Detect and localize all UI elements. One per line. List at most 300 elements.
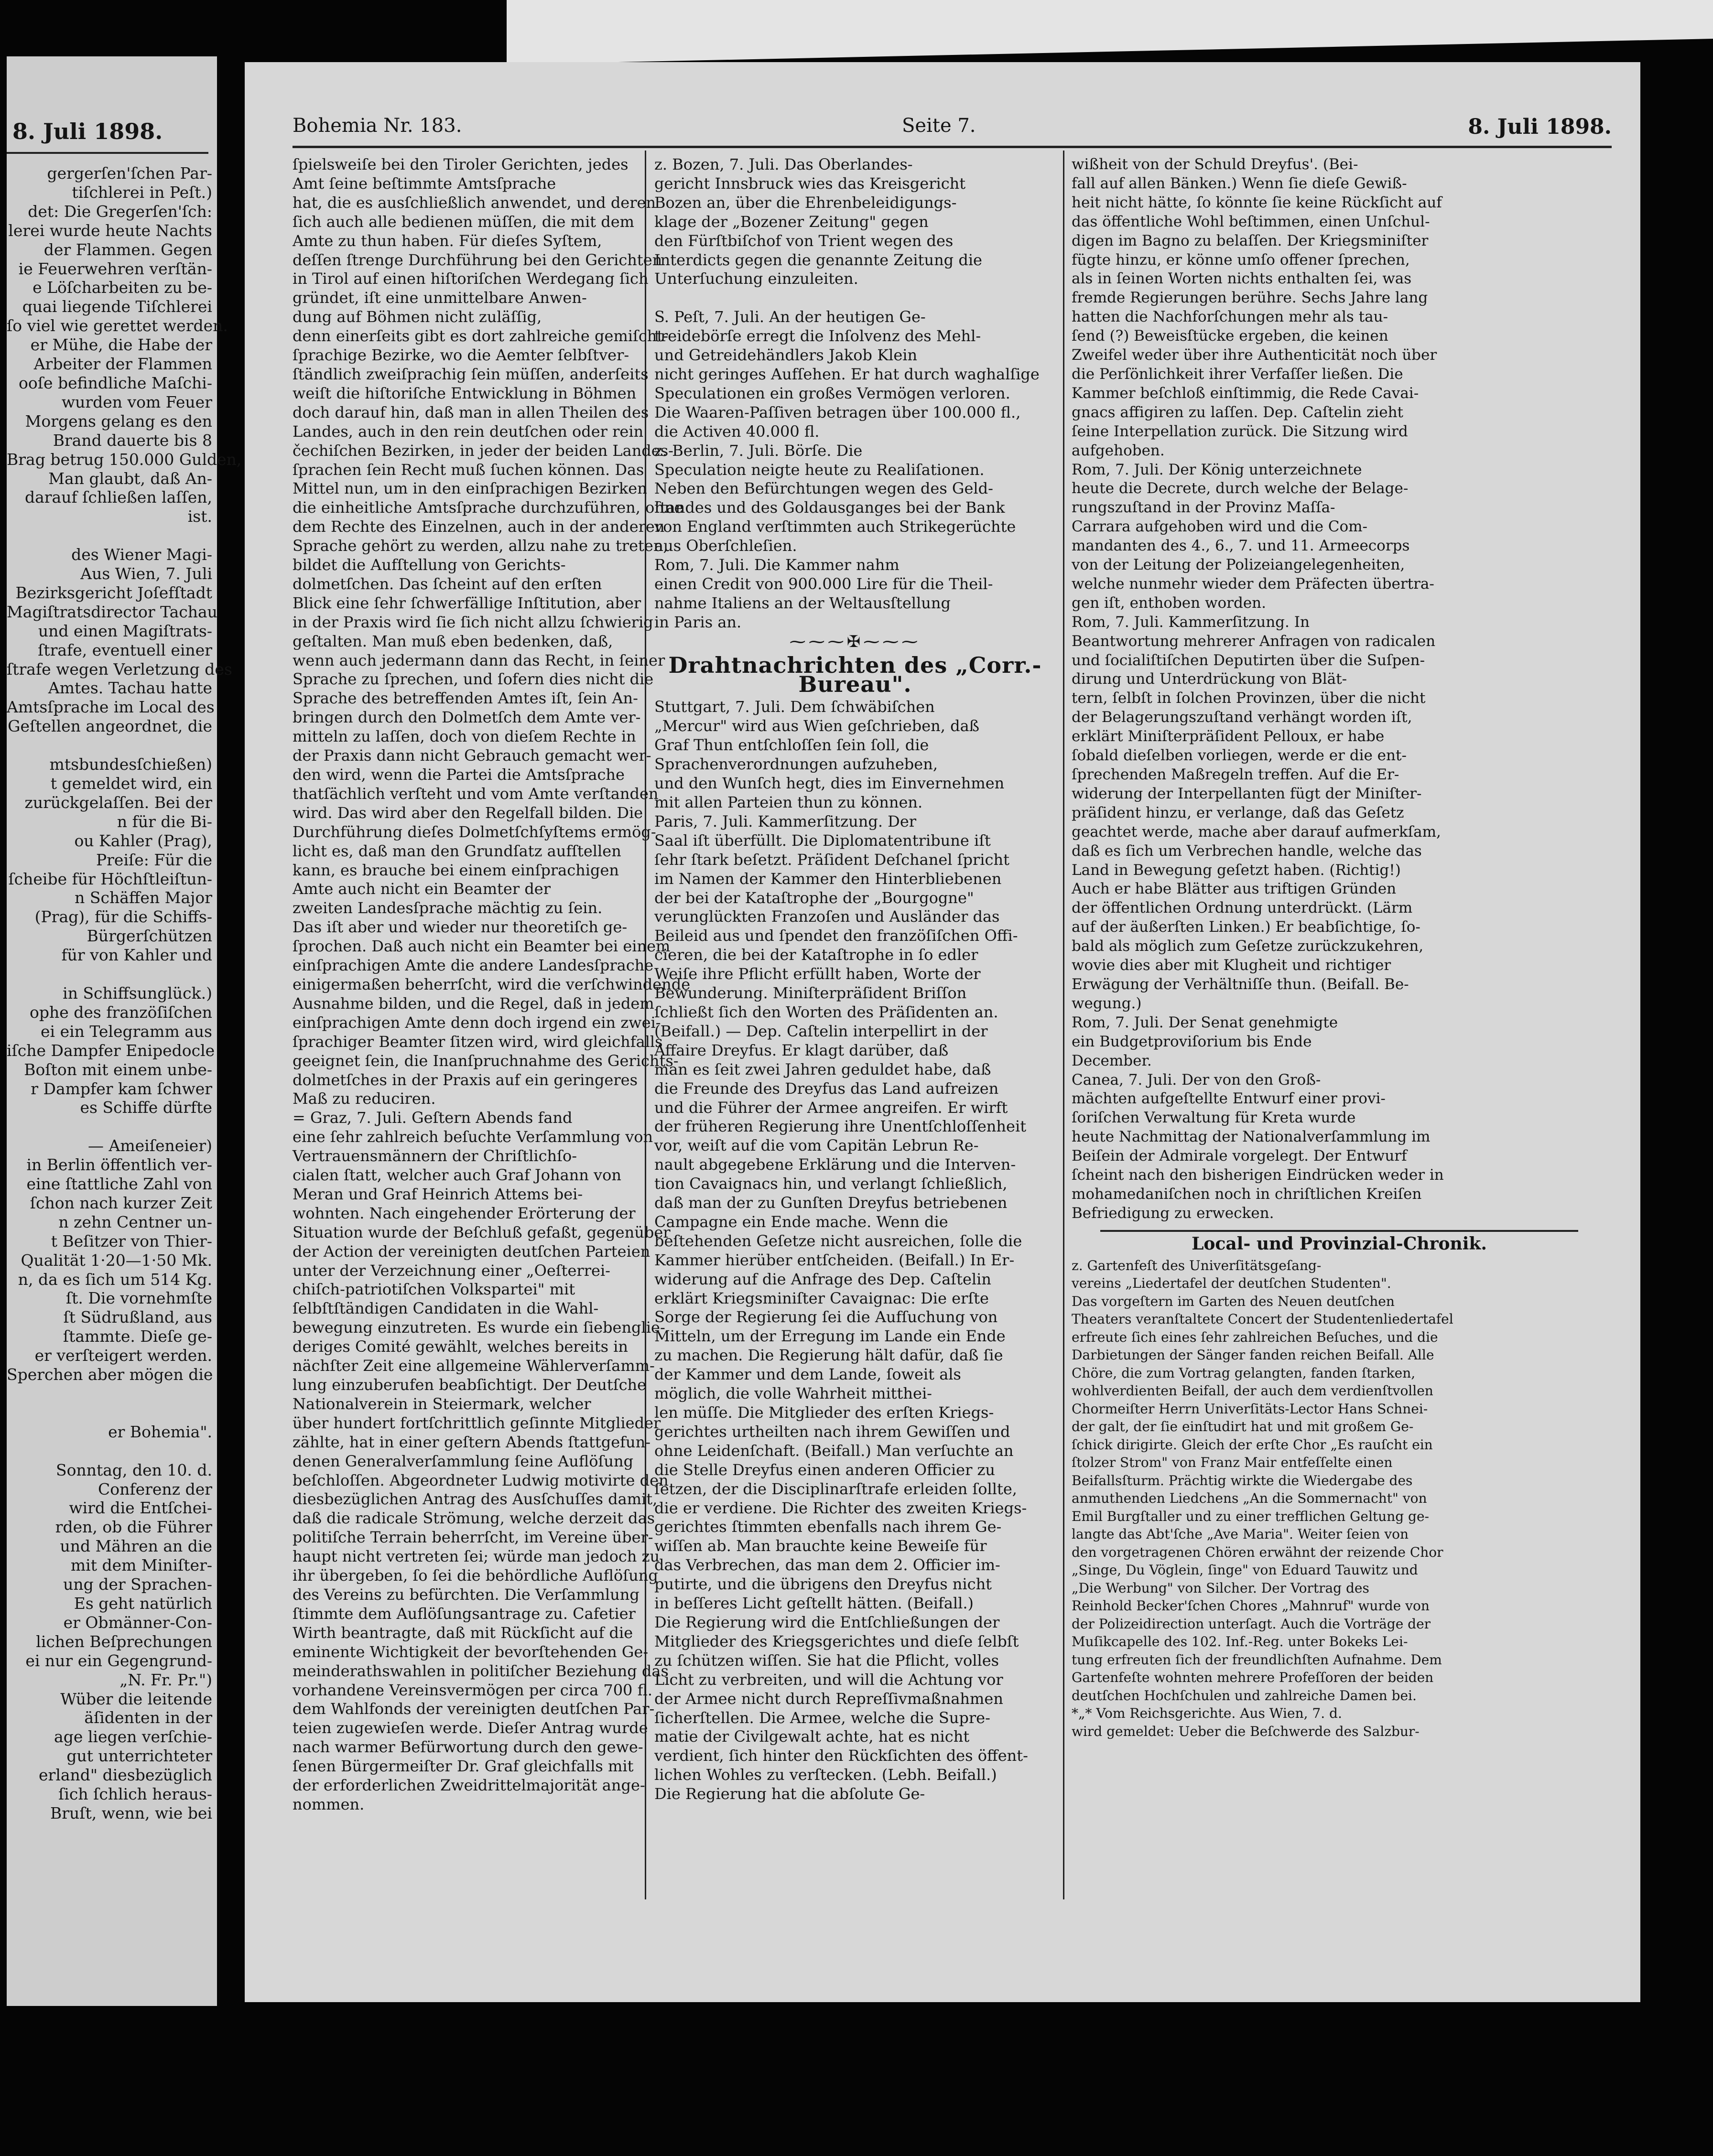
text-line: von der Leitung der Polizeiangelegenheiten, — [1072, 556, 1405, 574]
text-line: gerichtes urtheilten nach ihrem Gewiſſen und — [654, 1422, 1010, 1441]
text-line: vorhandene Vereinsvermögen per circa 700 fl. — [293, 1681, 653, 1699]
text-line: Weiſe ihre Pflicht erfüllt haben, Worte der — [654, 965, 981, 983]
text-line: ſprechenden Maßregeln treffen. Auf die Er- — [1072, 766, 1399, 783]
text-line: er Bohemia". — [108, 1422, 212, 1441]
text-line: in Tirol auf einen hiſtoriſchen Werdegang ſich — [293, 270, 649, 288]
text-line: mohamedaniſchen noch in chriſtlichen Kreiſen — [1072, 1185, 1422, 1203]
text-line: Carrara aufgehoben wird und die Com- — [1072, 518, 1368, 536]
text-line: heit nicht hätte, ſo könnte ſie keine Rückſicht auf — [1072, 194, 1442, 211]
text-line: einen Credit von 900.000 Lire für die Theil- — [654, 574, 993, 593]
text-line: Muſikcapelle des 102. Inf.-Reg. unter Bokeks Lei- — [1072, 1634, 1408, 1650]
text-line: ie Feuerwehren verſtän- — [18, 259, 212, 278]
text-line: Canea, 7. Juli. Der von den Groß- — [1072, 1071, 1321, 1089]
text-line: die Perſönlichkeit ihrer Verfaſſer ließen. Die — [1072, 365, 1403, 383]
text-line: daß man der zu Gunſten Dreyfus betriebenen — [654, 1194, 1008, 1212]
text-line: Neben den Befürchtungen wegen des Geld- — [654, 479, 993, 498]
text-line: den vorgetragenen Chören erwähnt der reizende Chor — [1072, 1544, 1443, 1560]
text-line: Bruſt, wenn, wie bei — [50, 1803, 212, 1822]
text-line: mit dem Miniſter- — [70, 1556, 212, 1575]
text-line: Land in Bewegung geſetzt haben. (Richtig!) — [1072, 861, 1401, 879]
text-line: dem Rechte des Einzelnen, auch in der anderen — [293, 517, 665, 536]
text-line: tiſchlerei in Peſt.) — [72, 183, 212, 202]
text-line: ohne Leidenſchaft. (Beifall.) Man verſuchte an — [654, 1441, 1014, 1460]
text-line: der Praxis dann nicht Gebrauch gemacht wer- — [293, 746, 651, 765]
text-line: ſobald dieſelben vorliegen, werde er die ent- — [1072, 747, 1407, 765]
text-line: und den Wunſch hegt, dies im Einvernehmen — [654, 774, 1005, 793]
text-line: digen im Bagno zu belaſſen. Der Kriegsminiſter — [1072, 232, 1429, 249]
column-1 — [293, 155, 691, 1985]
column-3 — [1072, 155, 1607, 1985]
text-line: ſchon nach kurzer Zeit — [30, 1193, 212, 1212]
text-line: zweiten Landesſprache mächtig zu ſein. — [293, 899, 603, 917]
left-header-rule — [7, 152, 208, 154]
text-line: ſtandes und des Goldausganges bei der Bank — [654, 498, 1005, 517]
text-line: wiſſen ab. Man brauchte keine Beweiſe für — [654, 1537, 987, 1555]
text-line: z. Bozen, 7. Juli. Das Oberlandes- — [654, 155, 913, 173]
text-line: = Graz, 7. Juli. Geſtern Abends fand — [293, 1109, 573, 1127]
text-line: des Vereins zu befürchten. Die Verſammlung — [293, 1585, 640, 1604]
text-line: vereins „Liedertafel der deutſchen Studenten". — [1072, 1275, 1391, 1292]
text-line: fremde Regierungen berühre. Sechs Jahre lang — [1072, 289, 1428, 307]
text-line: ooſe befindliche Maſchi- — [19, 373, 212, 392]
text-line: gründet, iſt eine unmittelbare Anwen- — [293, 289, 587, 307]
text-line: Speculationen ein großes Vermögen verloren. — [654, 384, 1010, 402]
column-2 — [654, 155, 1056, 1985]
text-line: des Wiener Magi- — [71, 545, 212, 564]
text-line: licht es, daß man den Grundſatz aufſtellen — [293, 841, 621, 860]
text-line: nault abgegebene Erklärung und die Interven- — [654, 1155, 1016, 1174]
text-line: n, da es ſich um 514 Kg. — [18, 1270, 212, 1289]
text-line: ſich ſchlich heraus- — [58, 1785, 212, 1804]
text-line: deutſchen Hochſchulen und zahlreiche Damen bei. — [1072, 1687, 1417, 1703]
text-line: der Action der vereinigten deutſchen Parteien — [293, 1242, 651, 1261]
text-line: Magiſtratsdirector Tachau — [7, 602, 217, 621]
column-3-top-text — [1072, 155, 1607, 1223]
text-line: Preiſe: Für die — [96, 850, 212, 869]
text-line: anmuthenden Liedchens „An die Sommernacht" von — [1072, 1490, 1427, 1507]
text-line: ſeine Interpellation zurück. Die Sitzung wird — [1072, 422, 1408, 440]
text-line: Situation wurde der Beſchluß gefaßt, gegenüber — [293, 1223, 671, 1241]
text-line: der öffentlichen Ordnung unterdrückt. (Lärm — [1072, 899, 1413, 917]
text-line: einſprachigen Amte die andere Landesſprache — [293, 956, 654, 975]
text-line: Nationalverein in Steiermark, welcher — [293, 1394, 591, 1413]
text-line — [7, 1403, 212, 1423]
text-line: er Mühe, die Habe der — [30, 335, 212, 355]
text-line: ſoriſchen Verwaltung für Kreta wurde — [1072, 1109, 1356, 1127]
text-line: ſtrafe wegen Verletzung des — [7, 659, 232, 679]
text-line: Chöre, die zum Vortrag gelangten, fanden ſtarken, — [1072, 1365, 1416, 1381]
text-line: erklärt Miniſterpräſident Pelloux, er habe — [1072, 728, 1385, 745]
text-line: ſenen Bürgermeiſter Dr. Graf gleichfalls mit — [293, 1757, 634, 1776]
text-line: cieren, die bei der Kataſtrophe in ſo edler — [654, 946, 978, 964]
text-line: (Beifall.) — Dep. Caſtelin interpellirt in der — [654, 1022, 988, 1040]
text-line: ſprachiger Beamter ſitzen wird, wird gleichfalls — [293, 1032, 663, 1051]
text-line: man es ſeit zwei Jahren geduldet habe, daß — [654, 1060, 991, 1078]
text-line: er Obmänner-Con- — [63, 1613, 212, 1632]
text-line: Maß zu reduciren. — [293, 1089, 436, 1108]
text-line: geeignet ſein, die Inanſpruchnahme des Gerichts- — [293, 1051, 679, 1070]
text-line: ophe des franzöſiſchen — [29, 1003, 212, 1022]
text-line: z. Gartenfeſt des Univerſitätsgeſang- — [1072, 1257, 1322, 1273]
text-line: daß die radicale Strömung, welche derzeit das — [293, 1509, 655, 1528]
text-line: in Paris an. — [654, 613, 742, 631]
text-line — [7, 1117, 212, 1136]
text-line: heute die Decrete, durch welche der Belage- — [1072, 480, 1409, 497]
text-line: deriges Comité gewählt, welches bereits in — [293, 1337, 629, 1356]
text-line: iſche Dampfer Enipedocle — [7, 1041, 215, 1060]
text-line: Arbeiter der Flammen — [33, 355, 212, 374]
text-line: Die Waaren-Paſſiven betragen über 100.000 fl., — [654, 403, 1021, 421]
text-line: Unterſuchung einzuleiten. — [654, 270, 858, 288]
text-line: Kammer beſchloß einſtimmig, die Rede Cavai- — [1072, 384, 1419, 402]
text-line: Beifallsſturm. Prächtig wirkte die Wiedergabe des — [1072, 1472, 1413, 1488]
text-line: über hundert fortſchrittlich geſinnte Mitglieder — [293, 1413, 661, 1432]
text-line: ſprachen ſein Recht muß ſuchen können. Das — [293, 460, 644, 479]
text-line: erfreute ſich eines ſehr zahlreichen Beſuches, und die — [1072, 1329, 1438, 1345]
text-line: Kammer hierüber entſcheiden. (Beifall.) In Er- — [654, 1250, 1015, 1269]
text-line: unter der Verzeichnung einer „Oeſterrei- — [293, 1261, 610, 1280]
text-line: Sprache gehört zu werden, allzu nahe zu treten, — [293, 537, 668, 555]
text-line: beſchloſſen. Abgeordneter Ludwig motivirte den — [293, 1471, 669, 1489]
text-line: geſtalten. Man muß eben bedenken, daß, — [293, 632, 613, 650]
text-line: zurückgelaſſen. Bei der — [24, 793, 212, 812]
text-line: ung der Sprachen- — [63, 1575, 212, 1594]
text-line: der früheren Regierung ihre Unentſchloſſenheit — [654, 1117, 1027, 1136]
text-line: ei ein Telegramm aus — [41, 1022, 212, 1041]
text-line: lichen Beſprechungen — [36, 1632, 212, 1651]
text-line: Rom, 7. Juli. Der König unterzeichnete — [1072, 461, 1362, 478]
text-line: äſidenten in der — [84, 1708, 212, 1727]
text-line: Stuttgart, 7. Juli. Dem ſchwäbiſchen — [654, 698, 935, 716]
text-line: bringen durch den Dolmetſch dem Amte ver- — [293, 708, 641, 727]
text-line: eine ſtattliche Zahl von — [26, 1175, 212, 1194]
paper-name: Bohemia Nr. 183. — [293, 115, 462, 137]
text-line: Sprache zu ſprechen, und ſofern dies nicht die — [293, 670, 654, 689]
text-line: mit allen Parteien thun zu können. — [654, 793, 923, 811]
column-rule-2 — [1063, 151, 1064, 1899]
text-line — [7, 965, 212, 984]
text-line: in Schiffsunglück.) — [63, 983, 212, 1003]
text-line: Rom, 7. Juli. Kammerſitzung. In — [1072, 613, 1310, 631]
text-line: Bezirksgericht Joſefſtadt — [15, 583, 212, 602]
text-line: wurden vom Feuer — [61, 392, 212, 411]
text-line: ſetzen, der die Disciplinarſtrafe erleiden ſollte, — [654, 1479, 1017, 1498]
text-line: beſtehenden Geſetze nicht ausreichen, ſolle die — [654, 1231, 1022, 1250]
page-number: Seite 7. — [902, 115, 976, 137]
text-line: Beiſein der Admirale vorgelegt. Der Entwurf — [1072, 1147, 1407, 1165]
text-line: nommen. — [293, 1795, 365, 1813]
text-line: Sorge der Regierung ſei die Aufſuchung von — [654, 1308, 998, 1326]
text-line: gnacs affigiren zu laſſen. Dep. Caſtelin zieht — [1072, 403, 1403, 421]
text-line: Campagne ein Ende mache. Wenn die — [654, 1212, 948, 1231]
text-line: matie der Civilgewalt achte, hat es nicht — [654, 1727, 970, 1746]
text-line: ſtolzer Strom" von Franz Mair entfeſſelte einen — [1072, 1455, 1393, 1471]
text-line: die einheitliche Amtsſprache durchzuführen, ohne — [293, 498, 683, 517]
text-line: nahme Italiens an der Weltausſtellung — [654, 593, 951, 612]
text-line: ist. — [187, 507, 212, 526]
text-line: in Berlin öffentlich ver- — [26, 1155, 212, 1175]
text-line: möglich, die volle Wahrheit mitthei- — [654, 1384, 932, 1403]
text-line: Gartenfeſte wohnten mehrere Profeſſoren der beiden — [1072, 1670, 1434, 1686]
text-line: wird. Das wird aber den Regelfall bilden. Die — [293, 803, 643, 822]
text-line: der Armee nicht durch Repreſſivmaßnahmen — [654, 1689, 1003, 1708]
text-line — [654, 289, 1056, 308]
text-line: die Activen 40.000 fl. — [654, 422, 820, 441]
text-line: quai liegende Tiſchlerei — [22, 297, 212, 316]
text-line: das Verbrechen, das man dem 2. Officier im- — [654, 1556, 1000, 1574]
text-line: eminente Wichtigkeit der bevorſtehenden Ge- — [293, 1642, 649, 1661]
text-line: eine ſehr zahlreich beſuchte Verſammlung von — [293, 1128, 653, 1146]
text-line: Auch er habe Blätter aus triftigen Gründen — [1072, 880, 1397, 898]
text-line: Licht zu verbreiten, und will die Achtung vor — [654, 1670, 1003, 1689]
text-line: ou Kahler (Prag), — [74, 831, 212, 850]
text-line: mächten aufgeſtellte Entwurf einer provi- — [1072, 1090, 1386, 1108]
text-line: fügte hinzu, er könne umſo offener ſprechen, — [1072, 251, 1410, 269]
text-line: ſtimmte dem Auflöſungsantrage zu. Cafetier — [293, 1604, 636, 1623]
text-line: Chormeiſter Herrn Univerſitäts-Lector Hans Schnei- — [1072, 1401, 1428, 1417]
text-line: Sprachenverordnungen aufzuheben, — [654, 755, 938, 774]
text-line: (Prag), für die Schiffs- — [34, 907, 212, 927]
text-line: erland" diesbezüglich — [39, 1766, 212, 1785]
text-line: Mittel nun, um in den einſprachigen Bezirken — [293, 479, 647, 498]
text-line: „Die Werbung" von Silcher. Der Vortrag des — [1072, 1580, 1369, 1596]
text-line: langte das Abt'ſche „Ave Maria". Weiter ſeien von — [1072, 1526, 1409, 1542]
text-line: lichen Wohles zu verſtecken. (Lebh. Beifall.) — [654, 1766, 997, 1784]
text-line: heute Nachmittag der Nationalverſammlung im — [1072, 1128, 1431, 1146]
text-line: der Kammer und dem Lande, ſoweit als — [654, 1365, 961, 1384]
text-line: wenn auch jedermann dann das Recht, in ſeiner — [293, 651, 665, 669]
text-line: tung erfreuten ſich der freundlichſten Aufnahme. Dem — [1072, 1651, 1442, 1668]
text-line: Reinhold Becker'ſchen Chores „Mahnruf" wurde von — [1072, 1598, 1430, 1614]
section-heading-local-chronicle: Local- und Provinzial-Chronik. — [1192, 1233, 1487, 1254]
text-line: verdient, ſich hinter den Rückſichten des öffent- — [654, 1746, 1028, 1765]
text-line: wegung.) — [1072, 994, 1142, 1012]
text-line: Saal iſt überfüllt. Die Diplomatentribune iſt — [654, 831, 991, 850]
text-line: weiſt die hiſtoriſche Entwicklung in Böhmen — [293, 384, 637, 402]
text-line: ſelbſtſtändigen Candidaten in die Wahl- — [293, 1299, 599, 1318]
text-line: ei nur ein Gegengrund- — [25, 1651, 212, 1670]
text-line: Darbietungen der Sänger fanden reichen Beifall. Alle — [1072, 1347, 1434, 1363]
text-line: der galt, der ſie einſtudirt hat und mit großem Ge- — [1072, 1419, 1414, 1435]
text-line: Befriedigung zu erwecken. — [1072, 1204, 1274, 1222]
text-line: chiſch-patriotiſchen Volkspartei" mit — [293, 1280, 575, 1299]
text-line: hatten die Nachforſchungen mehr als tau- — [1072, 308, 1388, 326]
text-line: ſend (?) Beweisſtücke ergeben, die keinen — [1072, 327, 1388, 345]
text-line: Das iſt aber und wieder nur theoretiſch ge- — [293, 918, 628, 937]
text-line: Brand dauerte bis 8 — [53, 431, 212, 450]
text-line: gen iſt, enthoben worden. — [1072, 594, 1266, 612]
background-sheet — [507, 0, 1713, 65]
text-line: Rom, 7. Juli. Der Senat genehmigte — [1072, 1013, 1338, 1031]
text-line: doch darauf hin, daß man in allen Theilen des — [293, 403, 649, 421]
text-line: klage der „Bozener Zeitung" gegen — [654, 212, 929, 231]
text-line: Mitteln, um der Erregung im Lande ein Ende — [654, 1327, 1006, 1346]
text-line: mandanten des 4., 6., 7. und 11. Armeecorps — [1072, 537, 1410, 555]
text-line: Theaters veranſtaltete Concert der Studentenliedertafel — [1072, 1311, 1453, 1327]
text-line: widerung auf die Anfrage des Dep. Caſtelin — [654, 1270, 991, 1288]
text-line: und Getreidehändlers Jakob Klein — [654, 346, 918, 365]
text-line — [7, 526, 212, 545]
text-line: ſchick dirigirte. Gleich der erſte Chor „Es rauſcht ein — [1072, 1436, 1433, 1453]
text-line: z. Berlin, 7. Juli. Börſe. Die — [654, 441, 863, 460]
text-line: dung auf Böhmen nicht zuläſſig, — [293, 308, 542, 326]
text-line: gergerſen'ſchen Par- — [47, 164, 212, 183]
text-line: ſcheibe für Höchſtleiſtun- — [8, 869, 212, 888]
text-line: denn einerſeits gibt es dort zahlreiche gemiſcht- — [293, 327, 669, 345]
text-line: Sprache des betreffenden Amtes iſt, ſein An- — [293, 689, 638, 708]
text-line: erklärt Kriegsminiſter Cavaignac: Die erſte — [654, 1289, 989, 1307]
text-line: Amt ſeine beſtimmte Amtsſprache — [293, 174, 556, 193]
text-line: wohnten. Nach eingehender Erörterung der — [293, 1204, 636, 1222]
text-line: tern, ſelbſt in ſolchen Provinzen, über die nicht — [1072, 690, 1426, 707]
text-line: r Dampfer kam ſchwer — [31, 1079, 212, 1098]
text-line: „N. Fr. Pr.") — [119, 1670, 212, 1689]
text-line: ſprochen. Daß auch nicht ein Beamter bei einem — [293, 937, 671, 956]
text-line: kann, es brauche bei einem einſprachigen — [293, 861, 619, 879]
text-line: vor, weiſt auf die vom Capitän Lebrun Re- — [654, 1136, 979, 1155]
text-line: ſprachige Bezirke, wo die Aemter ſelbſtver- — [293, 346, 629, 365]
text-line — [7, 1384, 212, 1403]
text-line: dirung und Unterdrückung von Blät- — [1072, 670, 1347, 688]
text-line: Amtes. Tachau hatte — [48, 679, 212, 698]
text-line: n für die Bi- — [117, 812, 212, 831]
text-line: Die Regierung hat die abſolute Ge- — [654, 1785, 925, 1803]
text-line: gerichtes ſtimmten ebenfalls nach ihrem Ge- — [654, 1518, 1002, 1536]
text-line: und die Führer der Armee angreifen. Er wirft — [654, 1098, 1008, 1117]
text-line: ſicherſtellen. Die Armee, welche die Supre- — [654, 1708, 990, 1727]
text-line: die er verdiene. Die Richter des zweiten Kriegs- — [654, 1498, 1027, 1517]
text-line: Man glaubt, daß An- — [48, 469, 212, 488]
text-line: nicht geringes Aufſehen. Er hat durch waghalſige — [654, 365, 1040, 383]
text-line: Aus Wien, 7. Juli — [80, 564, 212, 583]
text-line: putirte, und die übrigens den Dreyfus nicht — [654, 1575, 992, 1594]
text-line: ein Budgetproviſorium bis Ende — [1072, 1033, 1312, 1050]
text-line: Vertrauensmännern der Chriſtlichſo- — [293, 1147, 577, 1165]
text-line: rden, ob die Führer — [55, 1518, 212, 1537]
text-line: det: Die Gregerſen'ſch: — [28, 202, 212, 221]
text-line: Emil Burgſtaller und zu einer trefflichen Geltung ge- — [1072, 1508, 1430, 1524]
text-line: fall auf allen Bänken.) Wenn ſie dieſe Gewiß- — [1072, 174, 1407, 192]
text-line: zu machen. Die Regierung hält dafür, daß ſie — [654, 1346, 1003, 1365]
text-line: wißheit von der Schuld Dreyfus'. (Bei- — [1072, 156, 1358, 173]
section-heading-telegrams: Drahtnachrichten des „Corr.-Bureau". — [668, 652, 1042, 697]
text-line: Morgens gelang es den — [25, 411, 212, 431]
text-line: aus Oberſchleſien. — [654, 537, 797, 555]
text-line: der erforderlichen Zweidrittelmajorität ange- — [293, 1776, 645, 1795]
left-page-column — [7, 164, 242, 1977]
text-line: Ausnahme bilden, und die Regel, daß in jedem — [293, 994, 654, 1013]
text-line: Conferenz der — [98, 1479, 212, 1498]
text-line: thatſächlich verſteht und vom Amte verſtanden — [293, 784, 659, 803]
text-line: wohlverdienten Beifall, der auch dem verdienſtvollen — [1072, 1383, 1433, 1399]
text-line: Beileid aus und ſpendet den franzöſiſchen Offi- — [654, 927, 1018, 945]
text-line: ihr übergeben, ſo ſei die behördliche Auflöſung — [293, 1566, 658, 1585]
text-line: ſt Südrußland, aus — [63, 1308, 212, 1327]
text-line: als in ſeinen Worten nichts enthalten ſei, was — [1072, 270, 1412, 288]
text-line: Wirth beantragte, daß mit Rückſicht auf die — [293, 1623, 633, 1642]
left-page-date: 8. Juli 1898. — [12, 119, 163, 144]
text-line: „Singe, Du Vöglein, ſinge" von Eduard Tauwitz und — [1072, 1562, 1418, 1578]
text-line: lung einzuberufen beabſichtigt. Der Deutſche — [293, 1376, 647, 1394]
text-line: bildet die Aufſtellung von Gerichts- — [293, 556, 566, 574]
text-line: der Polizeidirection unterſagt. Auch die Vorträge der — [1072, 1616, 1431, 1632]
text-line: ſchließt ſich den Worten des Präſidenten an. — [654, 1003, 998, 1021]
text-line: ſpielsweiſe bei den Tiroler Gerichten, jedes — [293, 155, 629, 173]
text-line: darauf ſchließen laſſen, — [24, 488, 212, 507]
text-line: gericht Innsbruck wies das Kreisgericht — [654, 174, 966, 193]
text-line: „Mercur" wird aus Wien geſchrieben, daß — [654, 717, 980, 735]
text-line: Rom, 7. Juli. Die Kammer nahm — [654, 556, 900, 574]
text-line: mtsbundesſchießen) — [49, 755, 212, 774]
text-line: deſſen ſtrenge Durchführung bei den Gerichten — [293, 250, 662, 269]
text-line: das öffentliche Wohl beſtimmen, einen Unſchul- — [1072, 213, 1430, 230]
text-line: und Mähren an die — [60, 1537, 212, 1556]
text-line: im Namen der Kammer den Hinterbliebenen — [654, 869, 1002, 888]
text-line: cialen ſtatt, welcher auch Graf Johann von — [293, 1166, 621, 1185]
text-line: denen Generalverſammlung ſeine Auflöſung — [293, 1452, 634, 1470]
text-line: von England verſtimmten auch Strikegerüchte — [654, 517, 1016, 536]
column-1-text — [293, 155, 691, 1814]
text-line: t gemeldet wird, ein — [50, 774, 212, 793]
text-line: Affaire Dreyfus. Er klagt darüber, daß — [654, 1041, 949, 1059]
text-line: meinderathswahlen in politiſcher Beziehung das — [293, 1661, 669, 1680]
text-line: ſehr ſtark beſetzt. Präſident Deſchanel ſpricht — [654, 850, 1009, 869]
text-line: daß es ſich um Verbrechen handle, welche das — [1072, 842, 1422, 860]
text-line: Amte zu thun haben. Für dieſes Syſtem, — [293, 231, 602, 250]
text-line: die Freunde des Dreyfus das Land aufreizen — [654, 1079, 999, 1098]
text-line: geachtet werde, mache aber darauf aufmerkſam, — [1072, 823, 1441, 841]
text-line: Boſton mit einem unbe- — [24, 1060, 212, 1079]
text-line: hat, die es ausſchließlich anwendet, und deren — [293, 193, 656, 212]
text-line: e Löſcharbeiten zu be- — [33, 278, 212, 297]
text-line: zählte, hat in einer geſtern Abends ſtattgefun- — [293, 1433, 651, 1451]
text-line: S. Peſt, 7. Juli. An der heutigen Ge- — [654, 308, 926, 326]
text-line: haupt nicht vertreten ſei; würde man jedoch zu — [293, 1547, 660, 1566]
text-line: wovie dies aber mit Klugheit und richtiger — [1072, 957, 1391, 974]
text-line: dem Wahlfonds der vereinigten deutſchen Par- — [293, 1700, 655, 1718]
text-line: Sonntag, den 10. d. — [55, 1460, 212, 1479]
text-line: Amte auch nicht ein Beamter der — [293, 880, 551, 898]
text-line: zu ſchützen wiſſen. Sie hat die Pflicht, volles — [654, 1651, 999, 1670]
text-line: Graf Thun entſchloſſen ſein ſoll, die — [654, 736, 929, 755]
text-line: verunglückten Franzoſen und Ausländer das — [654, 907, 1000, 926]
text-line: in der Praxis wird ſie ſich nicht allzu ſchwierig — [293, 613, 653, 631]
text-line: nächſter Zeit eine allgemeine Wählerverſamm- — [293, 1357, 655, 1375]
text-line: nach warmer Befürwortung durch den gewe- — [293, 1738, 643, 1757]
text-line: ſt. Die vornehmſte — [65, 1289, 212, 1308]
text-line: einſprachigen Amte denn doch irgend ein zwei- — [293, 1013, 661, 1032]
text-line: Interdicts gegen die genannte Zeitung die — [654, 250, 982, 269]
text-line: Zweifel weder über ihre Authenticität noch über — [1072, 346, 1437, 364]
text-line: bewegung einzutreten. Es wurde ein ſiebenglie- — [293, 1318, 665, 1337]
text-line: der bei der Kataſtrophe der „Bourgogne" — [654, 888, 974, 907]
text-line: den Fürſtbiſchof von Trient wegen des — [654, 231, 954, 250]
text-line: den wird, wenn die Partei die Amtsſprache — [293, 765, 625, 784]
text-line: und ſocialiſtiſchen Deputirten über die Suſpen- — [1072, 651, 1425, 669]
text-line: für von Kahler und — [61, 946, 212, 965]
text-line: Paris, 7. Juli. Kammerſitzung. Der — [654, 812, 917, 830]
text-line: Sperchen aber mögen die — [7, 1365, 213, 1384]
text-line: Durchführung dieſes Dolmetſchſyſtems ermög- — [293, 822, 656, 841]
text-line: n Schäffen Major — [75, 888, 212, 907]
text-line: auf der äußerſten Linken.) Er beabſichtige, ſo- — [1072, 918, 1420, 936]
column-3-bottom-text — [1072, 1257, 1607, 1741]
newspaper-page — [245, 62, 1640, 2002]
text-line: ſo viel wie gerettet werden. — [7, 316, 228, 335]
text-line: ſtrafe, eventuell einer — [38, 640, 212, 659]
text-line: der Belagerungszuſtand verhängt worden iſt, — [1072, 709, 1412, 726]
text-line: Qualität 1·20—1·50 Mk. — [21, 1250, 212, 1270]
